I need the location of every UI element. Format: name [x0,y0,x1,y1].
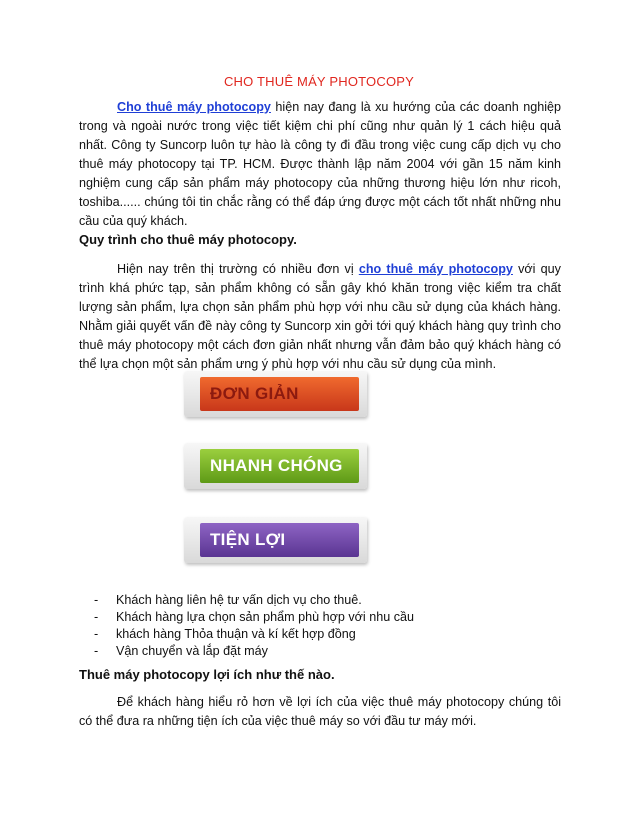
bar-simple [184,371,367,417]
list-item: - Khách hàng liên hệ tư vấn dịch vụ cho thuê. [94,593,362,607]
section-heading-process: Quy trình cho thuê máy photocopy. [79,232,297,247]
bar-simple-label: ĐƠN GIẢN [210,384,299,403]
list-item: - Khách hàng lựa chọn sản phẩm phù hợp với nhu cầu [94,610,415,624]
bar-convenient-label: TIỆN LỢI [210,530,286,549]
process-text-after: với quy trình khá phức tạp, sản phẩm không có sẵn gây khó khăn trong việc kiểm tra chất lượng sản phẩm, lựa chọn sản phẩm phù hợp với nhu cầu sử dụng của khách hàng. Nhằm giải quyết vấn đề này công ty Suncorp xin gởi tới quý khách hàng quy trình cho thuê máy photocopy một cách đơn giản nhất nhưng vẫn đảm bảo quý khách hàng có thể lựa chọn một sản phẩm ưng ý phù hợp với nhu cầu sử dụng của mình. [79,262,561,371]
benefit-text: Để khách hàng hiểu rỏ hơn về lợi ích của việc thuê máy photocopy chúng tôi có thể đưa ra những tiện ích của việc thuê máy so với đầu tư máy mới. [79,695,561,728]
document-title: CHO THUÊ MÁY PHOTOCOPY [223,74,415,89]
list-item: - khách hàng Thỏa thuận và kí kết hợp đồng [94,627,356,641]
process-steps-list [94,592,414,660]
step-text: khách hàng Thỏa thuận và kí kết hợp đồng [116,627,356,641]
process-text-before: Hiện nay trên thị trường có nhiều đơn vị [117,262,359,276]
intro-paragraph [79,98,561,231]
process-image [184,371,367,563]
process-link[interactable]: cho thuê máy photocopy [358,262,513,276]
bar-fast-label: NHANH CHÓNG [210,456,343,475]
step-text: Vận chuyển và lắp đặt máy [116,644,268,658]
intro-text: hiện nay đang là xu hướng của các doanh nghiệp trong và ngoài nước trong việc tiết kiệm chi phí cũng như quản lý 1 cách hiệu quả nhất. Công ty Suncorp luôn tự hào là công ty đi đầu trong việc cung cấp dịch vụ cho thuê máy photocopy tại TP. HCM. Được thành lập năm 2004 với gần 15 năm kinh nghiệm cung cấp sản phẩm máy photocopy của những thương hiệu lớn như ricoh, toshiba...... chúng tôi tin chắc rằng có thể đáp ứng được một cách tốt nhất những nhu cầu của quý khách. [79,100,562,228]
step-text: Khách hàng lựa chọn sản phẩm phù hợp với nhu cầu [116,610,415,624]
step-text: Khách hàng liên hệ tư vấn dịch vụ cho thuê. [116,593,362,607]
section-heading-benefits: Thuê máy photocopy lợi ích như thế nào. [79,667,335,682]
list-item: - Vận chuyển và lắp đặt máy [94,644,268,658]
process-paragraph [79,260,561,374]
intro-link[interactable]: Cho thuê máy photocopy [117,100,271,114]
bar-fast [184,443,367,489]
bar-convenient [184,517,367,563]
benefit-paragraph [79,693,561,731]
